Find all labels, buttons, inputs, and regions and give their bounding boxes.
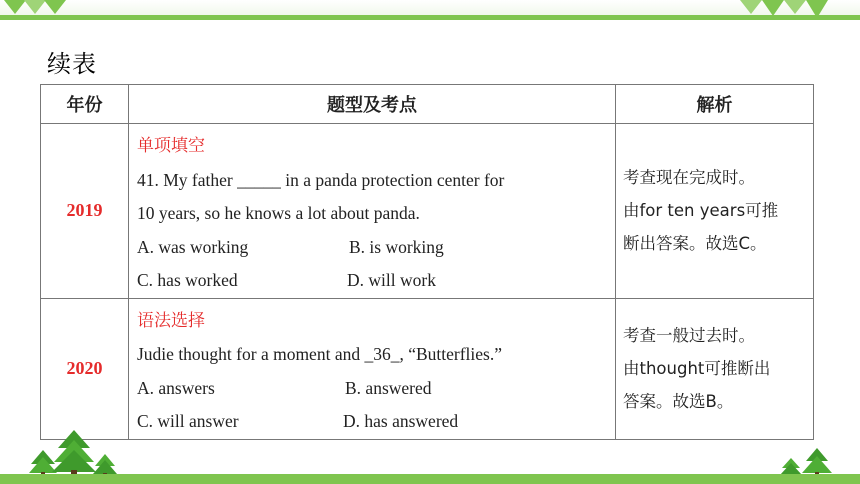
year-cell: 2020 [41,298,129,439]
option-b: B. is working [349,236,444,257]
exam-analysis-table [40,84,814,440]
option-a: A. was working [137,236,249,257]
table-row [41,124,814,299]
triangle-decoration [784,0,806,14]
question-cell [129,298,616,439]
analysis-cell [616,124,814,299]
options-row [137,372,609,406]
analysis-cell [616,298,814,439]
options-row [137,231,609,265]
table-row [41,298,814,439]
analysis-line: 考查现在完成时。 [623,168,755,188]
top-green-stripe [0,15,860,20]
options-row [137,264,609,298]
bottom-green-bar [0,474,860,484]
question-text-line: 10 years, so he knows a lot about panda. [137,203,420,223]
header-analysis: 解析 [616,85,814,124]
option-d: D. has answered [343,411,459,431]
options-row [137,405,609,439]
table-header-row [41,85,814,124]
question-suffix: , “Butterflies.” [399,344,502,364]
header-question-type: 题型及考点 [129,85,616,124]
analysis-line: 答案。故选B。 [623,392,734,411]
question-prefix: Judie thought for a moment and [137,344,365,364]
question-type-label: 单项填空 [137,136,205,156]
question-text-line: 41. My father _____ in a panda protection center for [137,169,505,190]
triangle-decoration [24,0,46,14]
header-year: 年份 [41,85,129,124]
triangle-decoration [762,0,784,16]
analysis-line: 断出答案。故选C。 [623,234,767,254]
question-blank: _36_ [364,344,400,364]
option-c: C. has worked [137,270,238,290]
question-text-line [137,338,609,372]
analysis-line: 由for ten years可推 [623,201,779,221]
analysis-line: 考查一般过去时。 [623,326,755,345]
option-d: D. will work [347,270,436,290]
option-c: C. will answer [137,411,239,431]
triangle-decoration [740,0,762,14]
question-type-label: 语法选择 [137,310,205,331]
triangle-decoration [4,0,26,14]
page-subtitle: 续表 [47,50,97,78]
triangle-decoration [44,0,66,14]
option-b: B. answered [345,377,432,398]
tree-icon [52,428,96,478]
option-a: A. answers [137,377,215,398]
top-decoration-bar [0,0,860,18]
analysis-line: 由thought可推断出 [623,359,771,378]
year-cell: 2019 [41,124,129,299]
question-cell [129,124,616,299]
triangle-decoration [806,0,828,18]
